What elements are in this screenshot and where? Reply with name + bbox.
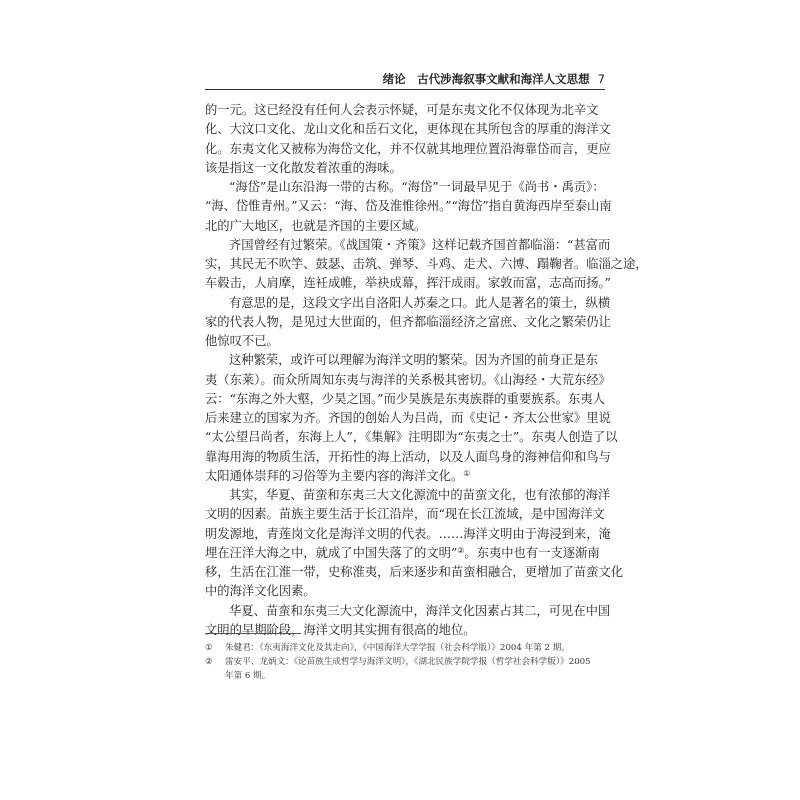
header-rule: [205, 89, 605, 90]
footnote-1: [205, 641, 597, 655]
text-line: [205, 467, 594, 486]
text-line: 明发源地，青莲岗文化是海洋文明的代表。……海洋文明由于海浸到来，淹: [205, 526, 611, 541]
footnotes: [205, 641, 597, 683]
text-line: 夷（东莱）。而众所周知东夷与海洋的关系极其密切。《山海经・大荒东经》: [205, 372, 611, 387]
text-line: 云：“东海之外大壑，少昊之国。”而少昊族是东夷族群的重要族系。东夷人: [205, 391, 605, 406]
text-line: 有意思的是，这段文字出自洛阳人苏秦之口。此人是著名的策士，纵横: [229, 295, 611, 310]
text-segment: 。东夷中也有一支逐渐南: [464, 545, 600, 560]
footnote-text: 朱健君：《东夷海洋文化及其走向》，《中国海洋大学学报（社会科学版）》2004 年第 2 期。: [225, 643, 570, 653]
body-text: [205, 101, 648, 640]
text-line: “海、岱惟青州。”又云：“海、岱及淮惟徐州。”“海岱”指自黄海西岸至泰山南: [205, 199, 612, 214]
text-segment: 埋在汪洋大海之中，就成了中国失落了的文明”: [205, 545, 458, 560]
running-title: 绪论 古代涉海叙事文献和海洋人文思想: [382, 72, 590, 86]
footnote-mark: ①: [205, 643, 213, 653]
text-line: 实，其民无不吹竽、鼓瑟、击筑、弹琴、斗鸡、走犬、六博、蹋鞠者。临淄之途，: [205, 257, 648, 271]
text-line: 车毂击，人肩摩，连衽成帷，举袂成幕，挥汗成雨。家敦而富，志高而扬。”: [205, 276, 611, 291]
running-header: [205, 70, 605, 88]
text-line: 家的代表人物，是见过大世面的，但齐都临淄经济之富庶、文化之繁荣仍让: [205, 314, 611, 329]
footnote-text: 雷安平、龙炳文：《论苗族生成哲学与海洋文明》，《湖北民族学院学报（哲学社会科学版）》2005: [225, 657, 591, 667]
text-line: “海岱”是山东沿海一带的古称。“海岱”一词最早见于《尚书・禹贡》：: [229, 180, 605, 194]
footnote-ref[interactable]: ②: [457, 545, 465, 555]
text-line: 化、大汶口文化、龙山文化和岳石文化，更体现在其所包含的厚重的海洋文: [205, 122, 611, 137]
text-line: 后来建立的国家为齐。齐国的创始人为吕尚，而《史记・齐太公世家》里说: [205, 411, 611, 425]
text-line: 他惊叹不已。: [205, 334, 279, 348]
text-line: 靠海用海的物质生活，开拓性的海上活动，以及人面鸟身的海神信仰和鸟与: [205, 449, 611, 464]
text-line: 华夏、苗蛮和东夷三大文化源流中，海洋文化因素占其二，可见在中国: [229, 603, 611, 618]
text-line: “太公望吕尚者，东海上人”，《集解》注明即为“东夷之士”。东夷人创造了以: [205, 430, 618, 445]
footnote-2-continuation: 年第 6 期。: [225, 671, 271, 681]
footnote-rule: [205, 633, 301, 634]
text-line: 的一元。这已经没有任何人会表示怀疑，可是东夷文化不仅体现为北辛文: [205, 103, 599, 117]
text-line: 文明的因素。苗族主要生活于长江沿岸，而“现在长江流域，是中国海洋文: [205, 507, 605, 522]
text-line: 该是指这一文化散发着浓重的海味。: [205, 160, 402, 175]
text-line: 这种繁荣，或许可以理解为海洋文明的繁荣。因为齐国的前身正是东: [229, 353, 598, 368]
page-number: 7: [597, 72, 605, 86]
text-line: [205, 544, 600, 563]
text-line: 文明的早期阶段，海洋文明其实拥有很高的地位。: [205, 622, 476, 637]
text-segment: 太阳通体崇拜的习俗等为主要内容的海洋文化。: [205, 468, 464, 483]
text-line: 北的广大地区，也就是齐国的主要区域。: [205, 218, 427, 233]
footnote-ref[interactable]: ①: [463, 468, 471, 478]
text-line: 齐国曾经有过繁荣。《战国策・齐策》这样记载齐国首都临淄：“甚富而: [229, 237, 611, 252]
text-line: 移，生活在江淮一带，史称淮夷，后来逐步和苗蛮相融合，更增加了苗蛮文化: [205, 565, 624, 579]
text-line: 其实，华夏、苗蛮和东夷三大文化源流中的苗蛮文化，也有浓郁的海洋: [229, 488, 611, 502]
footnote-mark: ②: [205, 657, 213, 667]
text-line: 化。东夷文化又被称为海岱文化，并不仅就其地理位置沿海靠岱而言，更应: [205, 141, 611, 156]
text-line: 中的海洋文化因素。: [205, 584, 316, 599]
footnote-2: [205, 655, 597, 669]
